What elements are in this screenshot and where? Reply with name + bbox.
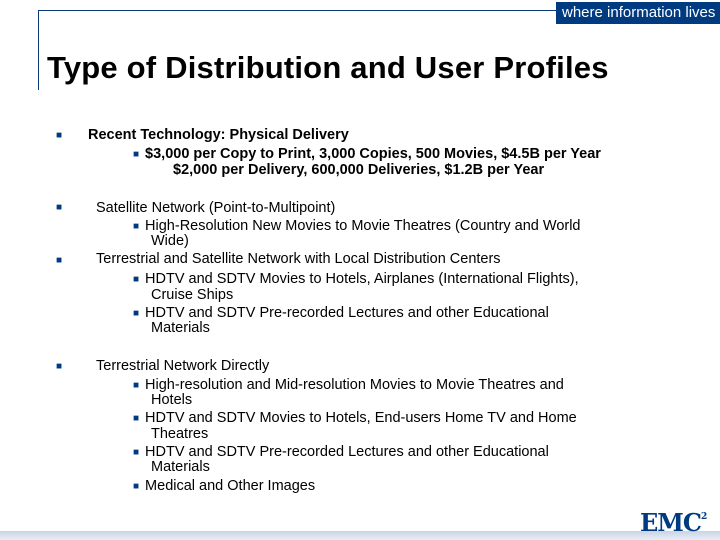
- bullet-4-sub-1-text: High-resolution and Mid-resolution Movies to Movie Theatres and: [145, 377, 564, 393]
- square-bullet-icon: ■: [56, 130, 63, 141]
- bullet-4-sub-3-cont: Materials: [151, 459, 210, 475]
- bullet-4-sub-1-cont: Hotels: [151, 392, 193, 408]
- tagline-banner: where information lives: [556, 2, 720, 24]
- bullet-1-sub-1-text: $3,000 per Copy to Print, 3,000 Copies, 500 Movies, $4.5B per Year: [145, 146, 601, 162]
- square-bullet-icon: ■: [133, 413, 140, 424]
- frame-left-line: [38, 10, 39, 90]
- emc-logo: [640, 508, 706, 537]
- square-bullet-icon: ■: [56, 361, 63, 372]
- slide-title: Type of Distribution and User Profiles: [47, 50, 609, 85]
- bullet-1-sub-1-cont: $2,000 per Delivery, 600,000 Deliveries, $1.2B per Year: [173, 162, 545, 178]
- bullet-4-text: Terrestrial Network Directly: [96, 358, 270, 374]
- bullet-1-text: Recent Technology: Physical Delivery: [88, 127, 349, 143]
- bullet-2-sub-1-text: High-Resolution New Movies to Movie Theatres (Country and World: [145, 218, 581, 234]
- bullet-3-sub-2-text: HDTV and SDTV Pre-recorded Lectures and other Educational: [145, 305, 549, 321]
- square-bullet-icon: ■: [56, 255, 63, 266]
- bullet-3-text: Terrestrial and Satellite Network with Local Distribution Centers: [96, 251, 501, 267]
- bullet-4-sub-3-text: HDTV and SDTV Pre-recorded Lectures and other Educational: [145, 444, 549, 460]
- logo-superscript: 2: [700, 512, 707, 522]
- bullet-2-sub-1-cont: Wide): [151, 233, 189, 249]
- square-bullet-icon: ■: [56, 202, 63, 213]
- footer-band: [0, 531, 720, 540]
- bullet-3-sub-2-cont: Materials: [151, 320, 210, 336]
- square-bullet-icon: ■: [133, 274, 140, 285]
- frame-top-line: [38, 10, 556, 11]
- square-bullet-icon: ■: [133, 447, 140, 458]
- square-bullet-icon: ■: [133, 380, 140, 391]
- bullet-1-sub-1: [133, 146, 601, 163]
- square-bullet-icon: ■: [133, 221, 140, 232]
- square-bullet-icon: ■: [133, 149, 140, 160]
- square-bullet-icon: ■: [133, 481, 140, 492]
- bullet-4-sub-4: [133, 478, 315, 495]
- bullet-4-sub-1: [133, 377, 564, 394]
- bullet-4-sub-2: [133, 410, 577, 427]
- bullet-2-text: Satellite Network (Point-to-Multipoint): [96, 200, 336, 216]
- bullet-4-sub-4-text: Medical and Other Images: [145, 478, 316, 494]
- bullet-3-sub-1: [133, 271, 579, 288]
- bullet-3-sub-1-text: HDTV and SDTV Movies to Hotels, Airplanes (International Flights),: [145, 271, 579, 287]
- bullet-4-sub-2-cont: Theatres: [151, 426, 209, 442]
- logo-text: EMC: [640, 508, 701, 537]
- square-bullet-icon: ■: [133, 308, 140, 319]
- bullet-4-sub-2-text: HDTV and SDTV Movies to Hotels, End-users Home TV and Home: [145, 410, 577, 426]
- bullet-3-sub-1-cont: Cruise Ships: [151, 287, 234, 303]
- bullet-2-sub-1: [133, 218, 581, 235]
